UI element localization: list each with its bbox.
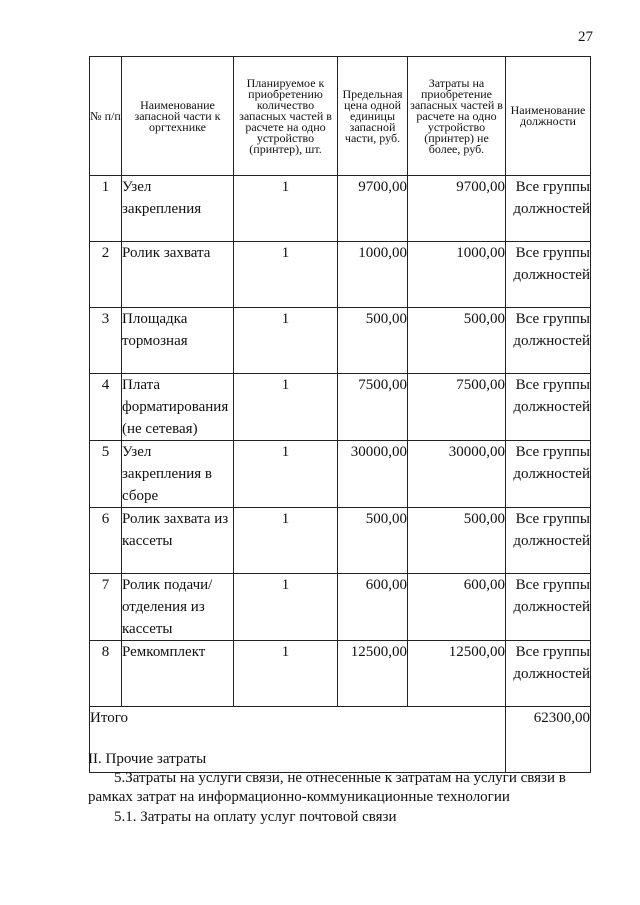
- cell-qty: 1: [234, 308, 338, 374]
- cell-price: 500,00: [338, 508, 408, 574]
- table-row: [90, 508, 591, 574]
- page-number: 27: [578, 29, 593, 45]
- cell-name: Ролик подачи/отделения из кассеты: [122, 574, 234, 641]
- table-row: [90, 374, 591, 441]
- header-cost: Затраты на приобретение запасных частей в расчете на одно устройство (принтер) не более, руб.: [408, 57, 506, 176]
- cell-cost: 500,00: [408, 508, 506, 574]
- section-item-5: 5.Затраты на услуги связи, не отнесенные к затратам на услуги связи в рамках затрат на информационно-коммуникационные технологии: [88, 770, 566, 805]
- cell-price: 500,00: [338, 308, 408, 374]
- table-row: [90, 441, 591, 508]
- cell-name: Узел закрепления в сборе: [122, 441, 234, 508]
- header-price: Предельная цена одной единицы запасной части, руб.: [338, 57, 408, 176]
- table-row: [90, 242, 591, 308]
- cell-price: 30000,00: [338, 441, 408, 508]
- cell-cost: 1000,00: [408, 242, 506, 308]
- table-row: [90, 641, 591, 707]
- cell-qty: 1: [234, 574, 338, 641]
- cell-num: 2: [90, 242, 122, 308]
- cell-position: Все группы должностей: [506, 242, 591, 308]
- cell-position: Все группы должностей: [506, 441, 591, 508]
- spare-parts-table: [89, 56, 591, 773]
- table-row: [90, 308, 591, 374]
- cell-price: 1000,00: [338, 242, 408, 308]
- cell-qty: 1: [234, 374, 338, 441]
- header-num: № п/п: [90, 57, 122, 176]
- cell-name: Плата форматирования (не сетевая): [122, 374, 234, 441]
- cell-num: 4: [90, 374, 122, 441]
- cell-price: 7500,00: [338, 374, 408, 441]
- cell-qty: 1: [234, 508, 338, 574]
- cell-num: 3: [90, 308, 122, 374]
- total-value: 62300,00: [506, 707, 591, 773]
- cell-cost: 600,00: [408, 574, 506, 641]
- header-qty: Планируемое к приобретению количество запасных частей в расчете на одно устройство (принтер), шт.: [234, 57, 338, 176]
- cell-name: Площадка тормозная: [122, 308, 234, 374]
- cell-cost: 500,00: [408, 308, 506, 374]
- cell-position: Все группы должностей: [506, 641, 591, 707]
- cell-name: Узел закрепления: [122, 176, 234, 242]
- cell-cost: 9700,00: [408, 176, 506, 242]
- cell-position: Все группы должностей: [506, 308, 591, 374]
- cell-num: 1: [90, 176, 122, 242]
- cell-name: Ремкомплект: [122, 641, 234, 707]
- cell-name: Ролик захвата: [122, 242, 234, 308]
- cell-num: 5: [90, 441, 122, 508]
- cell-num: 7: [90, 574, 122, 641]
- cell-num: 8: [90, 641, 122, 707]
- table-header-row: [90, 57, 591, 176]
- cell-position: Все группы должностей: [506, 374, 591, 441]
- cell-position: Все группы должностей: [506, 574, 591, 641]
- cell-qty: 1: [234, 242, 338, 308]
- cell-qty: 1: [234, 441, 338, 508]
- cell-name: Ролик захвата из кассеты: [122, 508, 234, 574]
- cell-position: Все группы должностей: [506, 508, 591, 574]
- header-name: Наименование запасной части к оргтехнике: [122, 57, 234, 176]
- section-heading: II. Прочие затраты: [88, 751, 207, 767]
- cell-cost: 7500,00: [408, 374, 506, 441]
- cell-price: 600,00: [338, 574, 408, 641]
- cell-num: 6: [90, 508, 122, 574]
- cell-cost: 30000,00: [408, 441, 506, 508]
- section-item-5-1: 5.1. Затраты на оплату услуг почтовой связи: [114, 809, 397, 825]
- cell-cost: 12500,00: [408, 641, 506, 707]
- header-position: Наименование должности: [506, 57, 591, 176]
- cell-price: 9700,00: [338, 176, 408, 242]
- cell-qty: 1: [234, 176, 338, 242]
- table-row: [90, 574, 591, 641]
- cell-qty: 1: [234, 641, 338, 707]
- total-label: Итого: [90, 707, 506, 773]
- cell-price: 12500,00: [338, 641, 408, 707]
- table-row: [90, 176, 591, 242]
- cell-position: Все группы должностей: [506, 176, 591, 242]
